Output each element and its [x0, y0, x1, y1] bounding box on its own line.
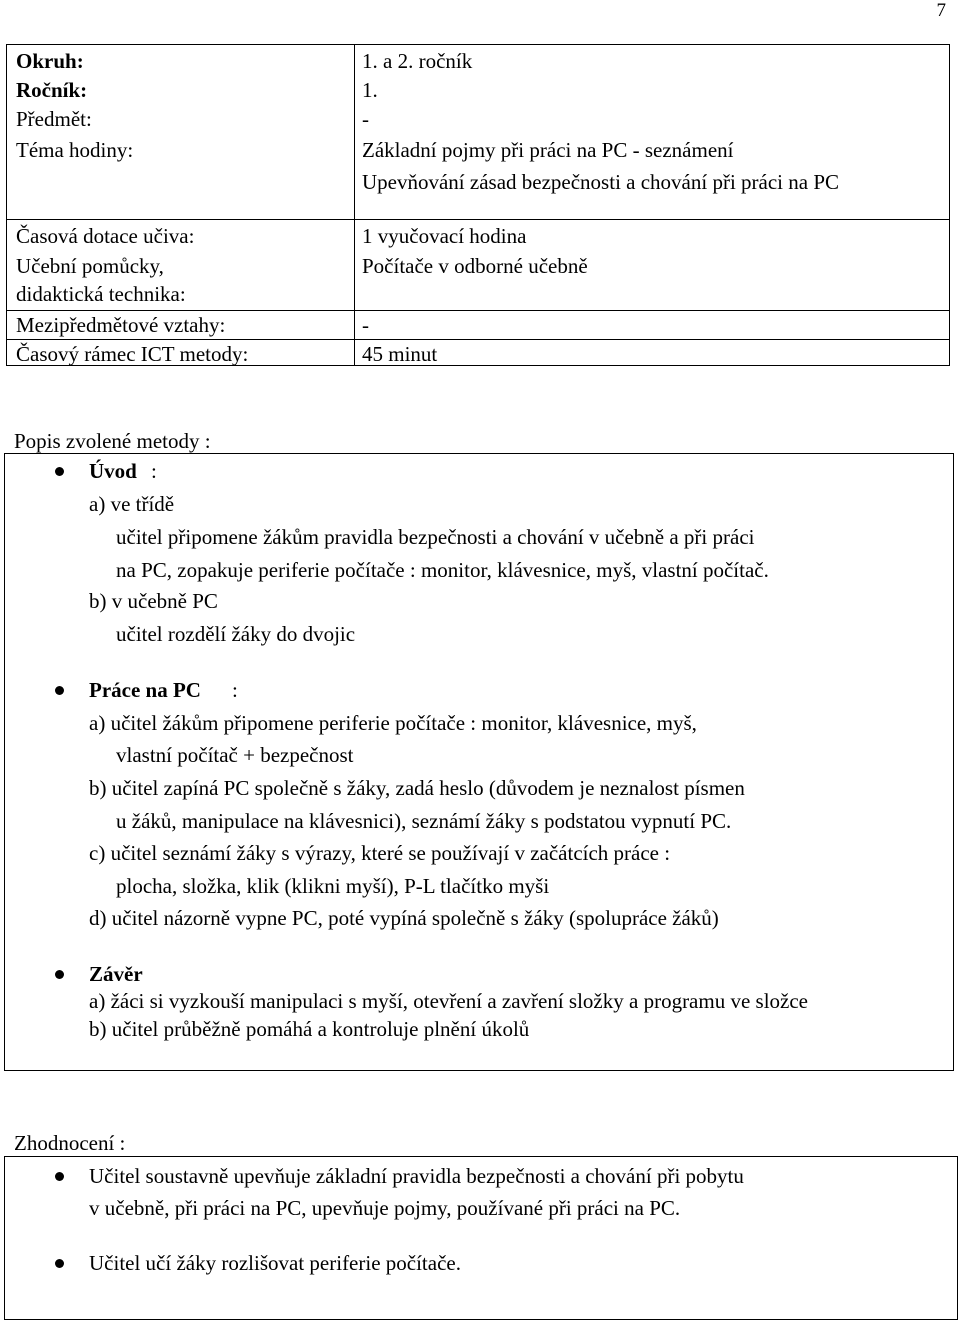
label-didakticka-technika: didaktická technika: — [16, 282, 186, 306]
label-casova-dotace: Časová dotace učiva: — [16, 224, 195, 248]
prace-b2: u žáků, manipulace na klávesnici), seznámí žáky s podstatou vypnutí PC. — [116, 809, 732, 833]
label-ucebni-pomucky: Učební pomůcky, — [16, 254, 164, 278]
value-ucebni-pomucky: Počítače v odborné učebně — [362, 254, 588, 278]
evaluation-box — [4, 1156, 958, 1320]
prace-heading: Práce na PC — [89, 678, 201, 702]
label-predmet: Předmět: — [16, 107, 92, 131]
bullet-icon — [55, 1259, 64, 1268]
uvod-b-line1: učitel rozdělí žáky do dvojic — [116, 622, 356, 646]
table-row-divider — [7, 219, 949, 220]
uvod-b-label: b) v učebně PC — [89, 589, 218, 613]
label-tema: Téma hodiny: — [16, 138, 134, 162]
method-box — [4, 453, 954, 1071]
prace-c1: c) učitel seznámí žáky s výrazy, které se používají v začátcích práce : — [89, 841, 671, 865]
uvod-a-line1: učitel připomene žákům pravidla bezpečnosti a chování v učebně a při práci — [116, 525, 755, 549]
value-casovy-ramec: 45 minut — [362, 342, 438, 366]
bullet-icon — [55, 1172, 64, 1181]
evaluation-item1-line2: v učebně, při práci na PC, upevňuje pojmy, používané při práci na PC. — [89, 1196, 681, 1220]
evaluation-item1-line1: Učitel soustavně upevňuje základní pravidla bezpečnosti a chování při pobytu — [89, 1164, 744, 1188]
value-rocnik: 1. — [362, 78, 378, 102]
value-tema-1: Základní pojmy při práci na PC - seznámení — [362, 138, 734, 162]
uvod-heading: Úvod — [89, 459, 137, 483]
uvod-colon: : — [151, 459, 157, 483]
value-mezipredmetove: - — [362, 313, 369, 337]
value-predmet: - — [362, 107, 369, 131]
bullet-icon — [55, 686, 64, 695]
prace-c2: plocha, složka, klik (klikni myší), P-L tlačítko myši — [116, 874, 550, 898]
label-mezipredmetove: Mezipředmětové vztahy: — [16, 313, 226, 337]
value-okruh: 1. a 2. ročník — [362, 49, 473, 73]
table-row-divider — [7, 310, 949, 311]
label-okruh: Okruh: — [16, 49, 84, 73]
prace-a1: a) učitel žákům připomene periferie počítače : monitor, klávesnice, myš, — [89, 711, 697, 735]
label-casovy-ramec: Časový rámec ICT metody: — [16, 342, 249, 366]
prace-b1: b) učitel zapíná PC společně s žáky, zadá heslo (důvodem je neznalost písmen — [89, 776, 745, 800]
evaluation-title: Zhodnocení : — [14, 1131, 126, 1155]
lesson-info-table — [6, 44, 950, 366]
prace-d1: d) učitel názorně vypne PC, poté vypíná společně s žáky (spolupráce žáků) — [89, 906, 719, 930]
value-tema-2: Upevňování zásad bezpečnosti a chování při práci na PC — [362, 170, 840, 194]
uvod-a-label: a) ve třídě — [89, 492, 175, 516]
zaver-a1: a) žáci si vyzkouší manipulaci s myší, otevření a zavření složky a programu ve složce — [89, 989, 809, 1013]
uvod-a-line2: na PC, zopakuje periferie počítače : monitor, klávesnice, myš, vlastní počítač. — [116, 558, 769, 582]
zaver-heading: Závěr — [89, 962, 143, 986]
prace-a2: vlastní počítač + bezpečnost — [116, 743, 354, 767]
value-casova-dotace: 1 vyučovací hodina — [362, 224, 527, 248]
method-title: Popis zvolené metody : — [14, 429, 211, 453]
page-number: 7 — [936, 0, 946, 21]
zaver-b1: b) učitel průběžně pomáhá a kontroluje plnění úkolů — [89, 1017, 530, 1041]
bullet-icon — [55, 970, 64, 979]
bullet-icon — [55, 467, 64, 476]
table-divider — [354, 45, 355, 365]
evaluation-item2: Učitel učí žáky rozlišovat periferie počítače. — [89, 1251, 461, 1275]
label-rocnik: Ročník: — [16, 78, 88, 102]
table-row-divider — [7, 339, 949, 340]
prace-colon: : — [232, 678, 238, 702]
